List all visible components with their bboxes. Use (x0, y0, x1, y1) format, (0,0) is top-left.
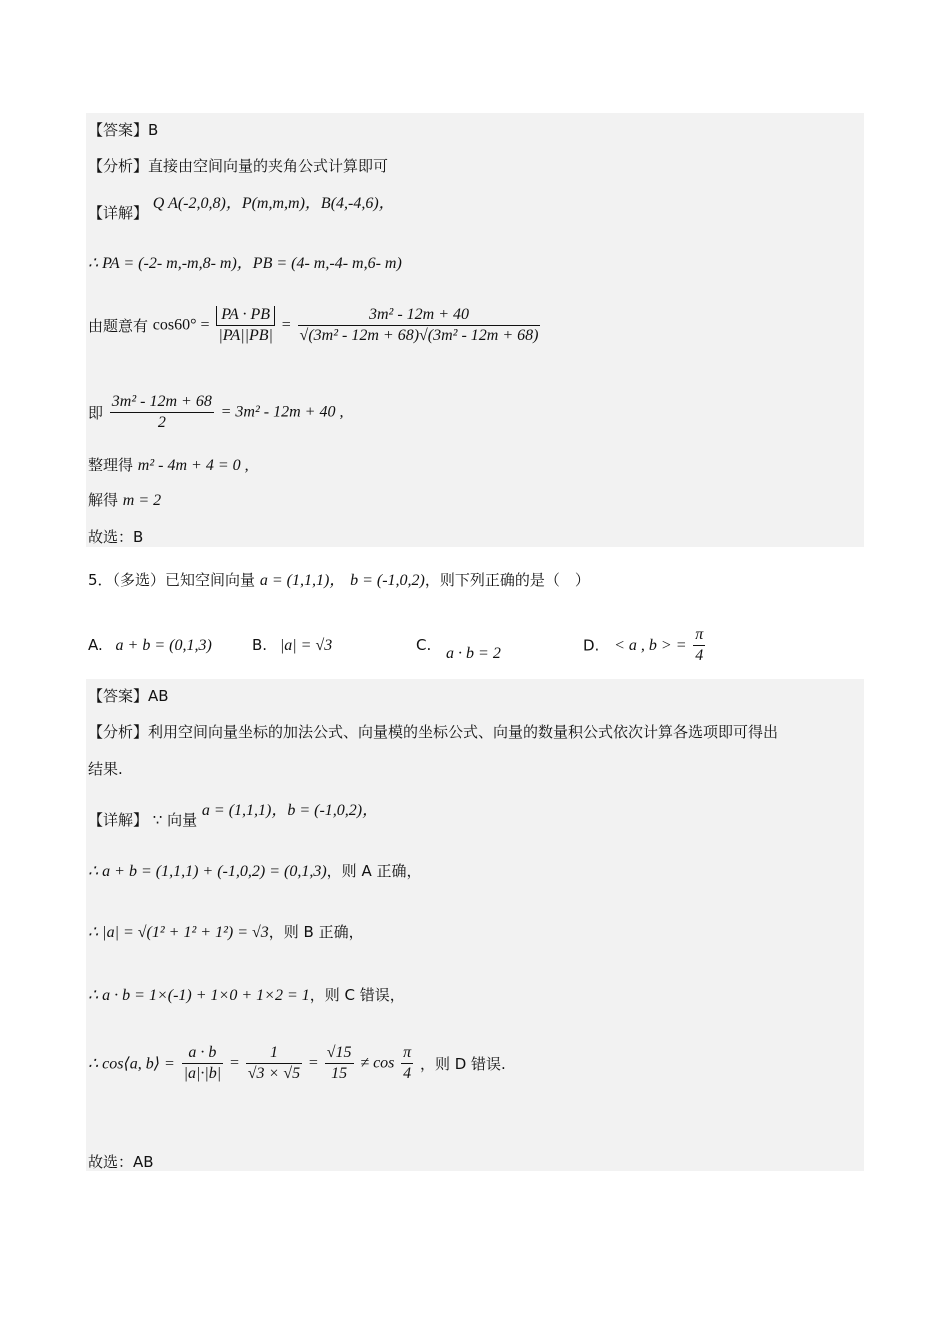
cos-lhs: cos60° = (152, 316, 210, 334)
option-a (88, 636, 212, 655)
stem-vector-a: a = (1,1,1)， (259, 572, 346, 589)
option-b (252, 636, 332, 655)
analysis-label: 【分析】 (88, 723, 149, 741)
answer-label: 【答案】 (88, 687, 149, 705)
stem-suffix: ，则下列正确的是（ ） (424, 571, 590, 589)
step-note: ，则 D 错误. (419, 1055, 506, 1073)
equals-sign: = (281, 316, 291, 334)
fraction-numerator: 3m² - 12m + 68 (110, 393, 214, 413)
q4-step-ji (88, 393, 343, 432)
equals-sign: = (229, 1054, 239, 1072)
q5-step-c (88, 984, 405, 1005)
step-fraction (110, 393, 214, 432)
fraction-numerator: √15 (325, 1044, 354, 1064)
q4-step-zheng (88, 454, 249, 475)
option-label: C. (416, 636, 432, 654)
q5-stem (88, 567, 590, 590)
equals-sign: = (308, 1054, 318, 1072)
q4-detail (88, 190, 395, 222)
step-label: 整理得 (88, 456, 134, 474)
option-expr: a + b = (0,1,3) (115, 637, 212, 654)
step-note: ，则 C 错误， (309, 986, 405, 1004)
q4-conclusion: 故选：B (88, 528, 144, 546)
step-fraction-pi (401, 1044, 413, 1083)
q4-analysis (88, 155, 388, 176)
analysis-label: 【分析】 (88, 157, 149, 175)
fraction-numerator: 3m² - 12m + 40 (298, 306, 541, 326)
fraction-denominator: 4 (695, 647, 704, 664)
q4-cos-equation (88, 306, 542, 345)
step-note: ，则 B 正确， (268, 923, 364, 941)
q5-step-b (88, 921, 364, 942)
step-equation: m² - 4m + 4 = 0 , (137, 457, 249, 474)
step-expr: ∴ a + b = (1,1,1) + (-1,0,2) = (0,1,3) (88, 863, 327, 880)
option-expr: a · b = 2 (446, 645, 501, 662)
option-expr: < a , b > = (614, 636, 687, 654)
fraction-denominator: 2 (157, 414, 166, 431)
fraction-denominator: 15 (331, 1065, 348, 1082)
option-fraction (693, 626, 705, 665)
answer-label: 【答案】 (88, 121, 149, 139)
q4-vectors-line: ∴ PA = (-2- m,-m,8- m)，PB = (4- m,-4- m,6- m) (88, 255, 402, 272)
fraction-numerator: 1 (246, 1044, 302, 1064)
step-fraction-dot (182, 1044, 224, 1083)
detail-vectors: a = (1,1,1)，b = (-1,0,2)， (201, 802, 379, 819)
stem-vector-b: b = (-1,0,2) (350, 572, 425, 589)
fraction-denominator: √(3m² - 12m + 68)√(3m² - 12m + 68) (299, 327, 539, 344)
analysis-text: 利用空间向量坐标的加法公式、向量模的坐标公式、向量的数量积公式依次计算各选项即可得出 (148, 723, 779, 741)
answer-value: B (148, 121, 159, 139)
option-d (583, 626, 707, 665)
option-label: A. (88, 636, 103, 654)
q5-analysis-cont: 结果. (88, 760, 123, 778)
option-label: B. (252, 636, 268, 654)
analysis-text: 直接由空间向量的夹角公式计算即可 (148, 157, 389, 175)
option-expr: |a| = √3 (279, 637, 333, 654)
q5-analysis (88, 721, 778, 742)
option-label: D. (583, 636, 600, 655)
step-expr: ∴ a · b = 1×(-1) + 1×0 + 1×2 = 1 (88, 987, 310, 1004)
stem-prefix: 5．（多选）已知空间向量 (88, 571, 256, 589)
answer-value: AB (148, 687, 169, 705)
q5-step-d (88, 1044, 506, 1083)
step-lhs: ∴ cos⟨a, b⟩ = (88, 1055, 175, 1073)
fraction-numerator: a · b (182, 1044, 224, 1064)
detail-label: 【详解】 (88, 204, 149, 222)
step-fraction-root (325, 1044, 354, 1083)
q4-answer (88, 119, 158, 140)
detail-label: 【详解】 (88, 811, 149, 829)
fraction-numerator: PA · PB (216, 306, 275, 326)
cos-fraction-m (298, 306, 541, 345)
step-equation: m = 2 (122, 492, 162, 509)
q5-detail (88, 797, 379, 829)
step-label: 即 (88, 404, 104, 422)
step-rhs: = 3m² - 12m + 40 , (220, 403, 344, 421)
fraction-denominator: |a|·|b| (183, 1065, 222, 1082)
fraction-denominator: |PA||PB| (218, 327, 273, 344)
q5-answer (88, 685, 169, 706)
fraction-denominator: √3 × √5 (247, 1065, 301, 1082)
q5-conclusion: 故选：AB (88, 1153, 154, 1171)
not-equal-cos: ≠ cos (360, 1054, 395, 1072)
cos-fraction-vectors (216, 306, 275, 345)
fraction-numerator: π (401, 1044, 413, 1064)
step-fraction-one (246, 1044, 302, 1083)
q5-step-a (88, 860, 421, 881)
step-note: ，则 A 正确， (326, 862, 422, 880)
detail-points: Q A(-2,0,8)，P(m,m,m)，B(4,-4,6)， (152, 195, 395, 212)
fraction-numerator: π (693, 626, 705, 646)
detail-intro: ∵ 向量 (152, 811, 198, 829)
fraction-denominator: 4 (403, 1065, 412, 1082)
step-label: 解得 (88, 491, 119, 509)
q4-step-jie (88, 489, 161, 510)
step-expr: ∴ |a| = √(1² + 1² + 1²) = √3 (88, 924, 269, 941)
cos-prefix: 由题意有 (88, 317, 149, 335)
option-c (416, 636, 501, 662)
